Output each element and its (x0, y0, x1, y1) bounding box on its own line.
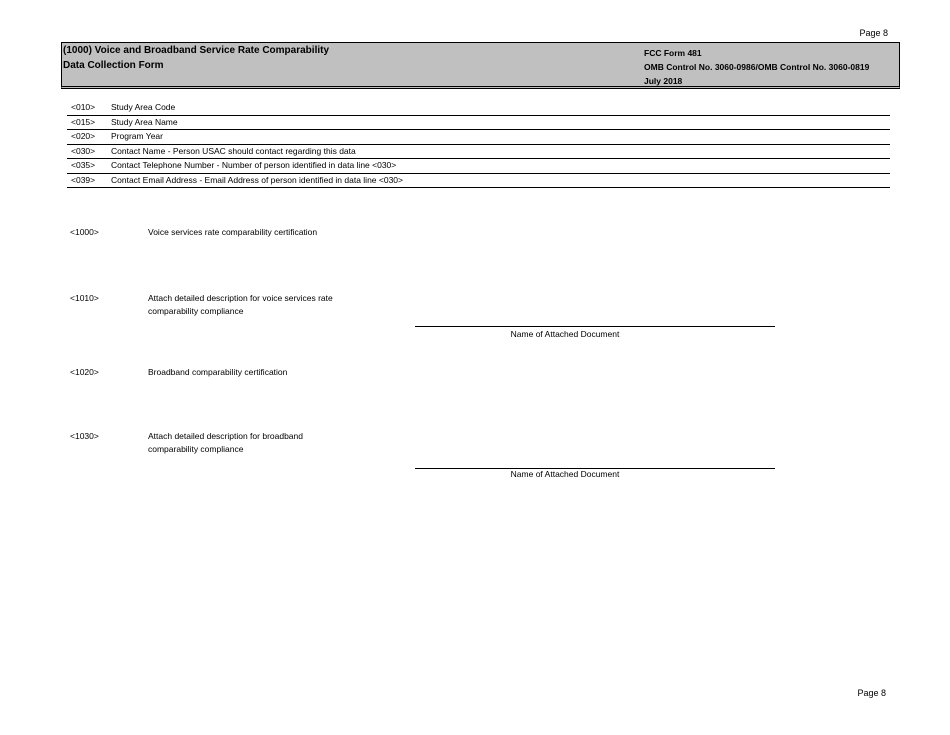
section-1000-code: <1000> (70, 227, 99, 237)
section-1020-text: Broadband comparability certification (148, 367, 288, 377)
section-1030-text-line2: comparability compliance (148, 444, 244, 454)
attachment-caption-1030: Name of Attached Document (510, 469, 620, 479)
line-label: Study Area Name (111, 116, 178, 127)
section-1010-code: <1010> (70, 293, 99, 303)
id-row-study-area-name (67, 116, 890, 131)
id-row-contact-telephone (67, 159, 890, 174)
line-label: Study Area Code (111, 102, 176, 112)
form-header (61, 42, 900, 89)
section-1000-text: Voice services rate comparability certification (148, 227, 318, 237)
line-code: <039> (71, 174, 96, 185)
form-title: (1000) Voice and Broadband Service Rate Comparability (63, 45, 330, 56)
section-1010-text-line1: Attach detailed description for voice services rate (148, 293, 333, 303)
form-number: FCC Form 481 (644, 48, 702, 58)
section-1030-text-line1: Attach detailed description for broadband (148, 431, 303, 441)
line-code: <015> (71, 116, 96, 127)
section-1020-code: <1020> (70, 367, 99, 377)
line-label: Program Year (111, 131, 163, 141)
section-1030-code: <1030> (70, 431, 99, 441)
id-row-contact-name (67, 145, 890, 160)
form-subtitle: Data Collection Form (63, 60, 164, 71)
page-number-bottom: Page 8 (857, 688, 886, 698)
attachment-name-field-1010[interactable] (415, 326, 775, 327)
attachment-caption-1010: Name of Attached Document (510, 329, 620, 339)
identification-table (67, 101, 890, 188)
line-code: <020> (71, 131, 96, 141)
page-number-top: Page 8 (859, 28, 888, 38)
line-label: Contact Name - Person USAC should contact regarding this data (111, 145, 356, 156)
form-date: July 2018 (644, 76, 683, 86)
line-label: Contact Telephone Number - Number of person identified in data line <030> (111, 160, 397, 170)
section-1010-text-line2: comparability compliance (148, 306, 244, 316)
id-row-program-year (67, 130, 890, 145)
omb-control-number: OMB Control No. 3060-0986/OMB Control No. 3060-0819 (644, 62, 870, 72)
line-label: Contact Email Address - Email Address of person identified in data line <030> (111, 174, 404, 185)
line-code: <035> (71, 160, 96, 170)
line-code: <030> (71, 145, 96, 156)
id-row-contact-email (67, 174, 890, 189)
id-row-study-area-code (67, 101, 890, 116)
line-code: <010> (71, 102, 96, 112)
